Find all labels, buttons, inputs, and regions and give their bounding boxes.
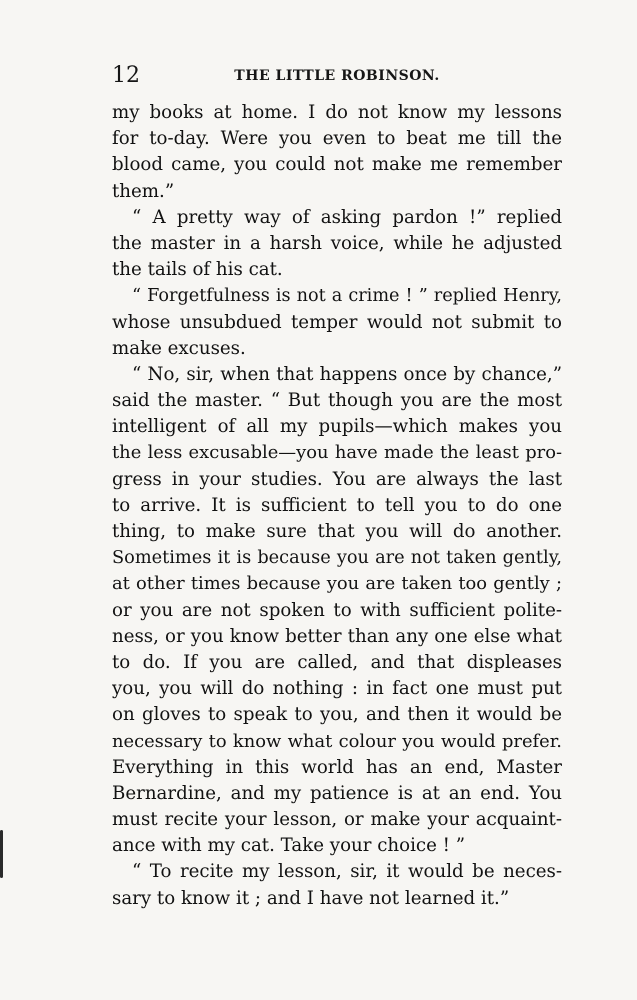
text-line: or you are not spoken to with sufficient polite- <box>112 599 562 621</box>
text-line: to do. If you are called, and that displeases <box>112 651 562 673</box>
text-line: ness, or you know better than any one else what <box>112 625 562 647</box>
text-line: “ Forgetfulness is not a crime ! ” replied Henry, <box>132 286 562 307</box>
text-line: for to-day. Were you even to beat me till the <box>112 128 562 150</box>
text-line: at other times because you are taken too gently ; <box>112 573 562 595</box>
text-line: ance with my cat. Take your choice ! ” <box>112 835 466 857</box>
text-line: them.” <box>112 180 175 202</box>
text-line: the less excusable—you have made the least pro- <box>112 442 562 464</box>
running-title: THE LITTLE ROBINSON. <box>234 68 440 84</box>
page-header <box>112 62 562 90</box>
text-line: the master in a harsh voice, while he adjusted <box>112 232 562 254</box>
text-line: sary to know it ; and I have not learned it.” <box>112 887 510 909</box>
body-text <box>112 100 562 912</box>
text-line: “ To recite my lesson, sir, it would be neces- <box>132 861 562 883</box>
text-line: on gloves to speak to you, and then it would be <box>112 704 562 726</box>
binding-shadow-mark <box>0 830 3 878</box>
text-line: make excuses. <box>112 337 246 359</box>
text-line: must recite your lesson, or make your acquaint- <box>112 809 562 831</box>
text-line: Sometimes it is because you are not taken gently, <box>112 548 562 569</box>
text-line: you, you will do nothing : in fact one must put <box>112 678 562 700</box>
page-number: 12 <box>112 63 140 88</box>
text-line: whose unsubdued temper would not submit to <box>112 311 562 333</box>
text-line: necessary to know what colour you would prefer. <box>112 730 562 752</box>
text-line: said the master. “ But though you are the most <box>112 390 562 412</box>
text-line: “ A pretty way of asking pardon !” replied <box>132 206 562 228</box>
text-line: the tails of his cat. <box>112 259 283 281</box>
text-line: to arrive. It is sufficient to tell you to do one <box>112 494 562 516</box>
text-line: thing, to make sure that you will do another. <box>112 521 562 542</box>
text-line: Bernardine, and my patience is at an end. You <box>112 782 562 804</box>
text-line: my books at home. I do not know my lessons <box>112 102 562 123</box>
text-line: blood came, you could not make me remember <box>112 154 562 176</box>
text-line: gress in your studies. You are always the last <box>112 468 562 490</box>
text-line: Everything in this world has an end, Master <box>112 756 562 778</box>
text-line: “ No, sir, when that happens once by chance,” <box>132 363 562 385</box>
text-line: intelligent of all my pupils—which makes you <box>112 416 562 438</box>
